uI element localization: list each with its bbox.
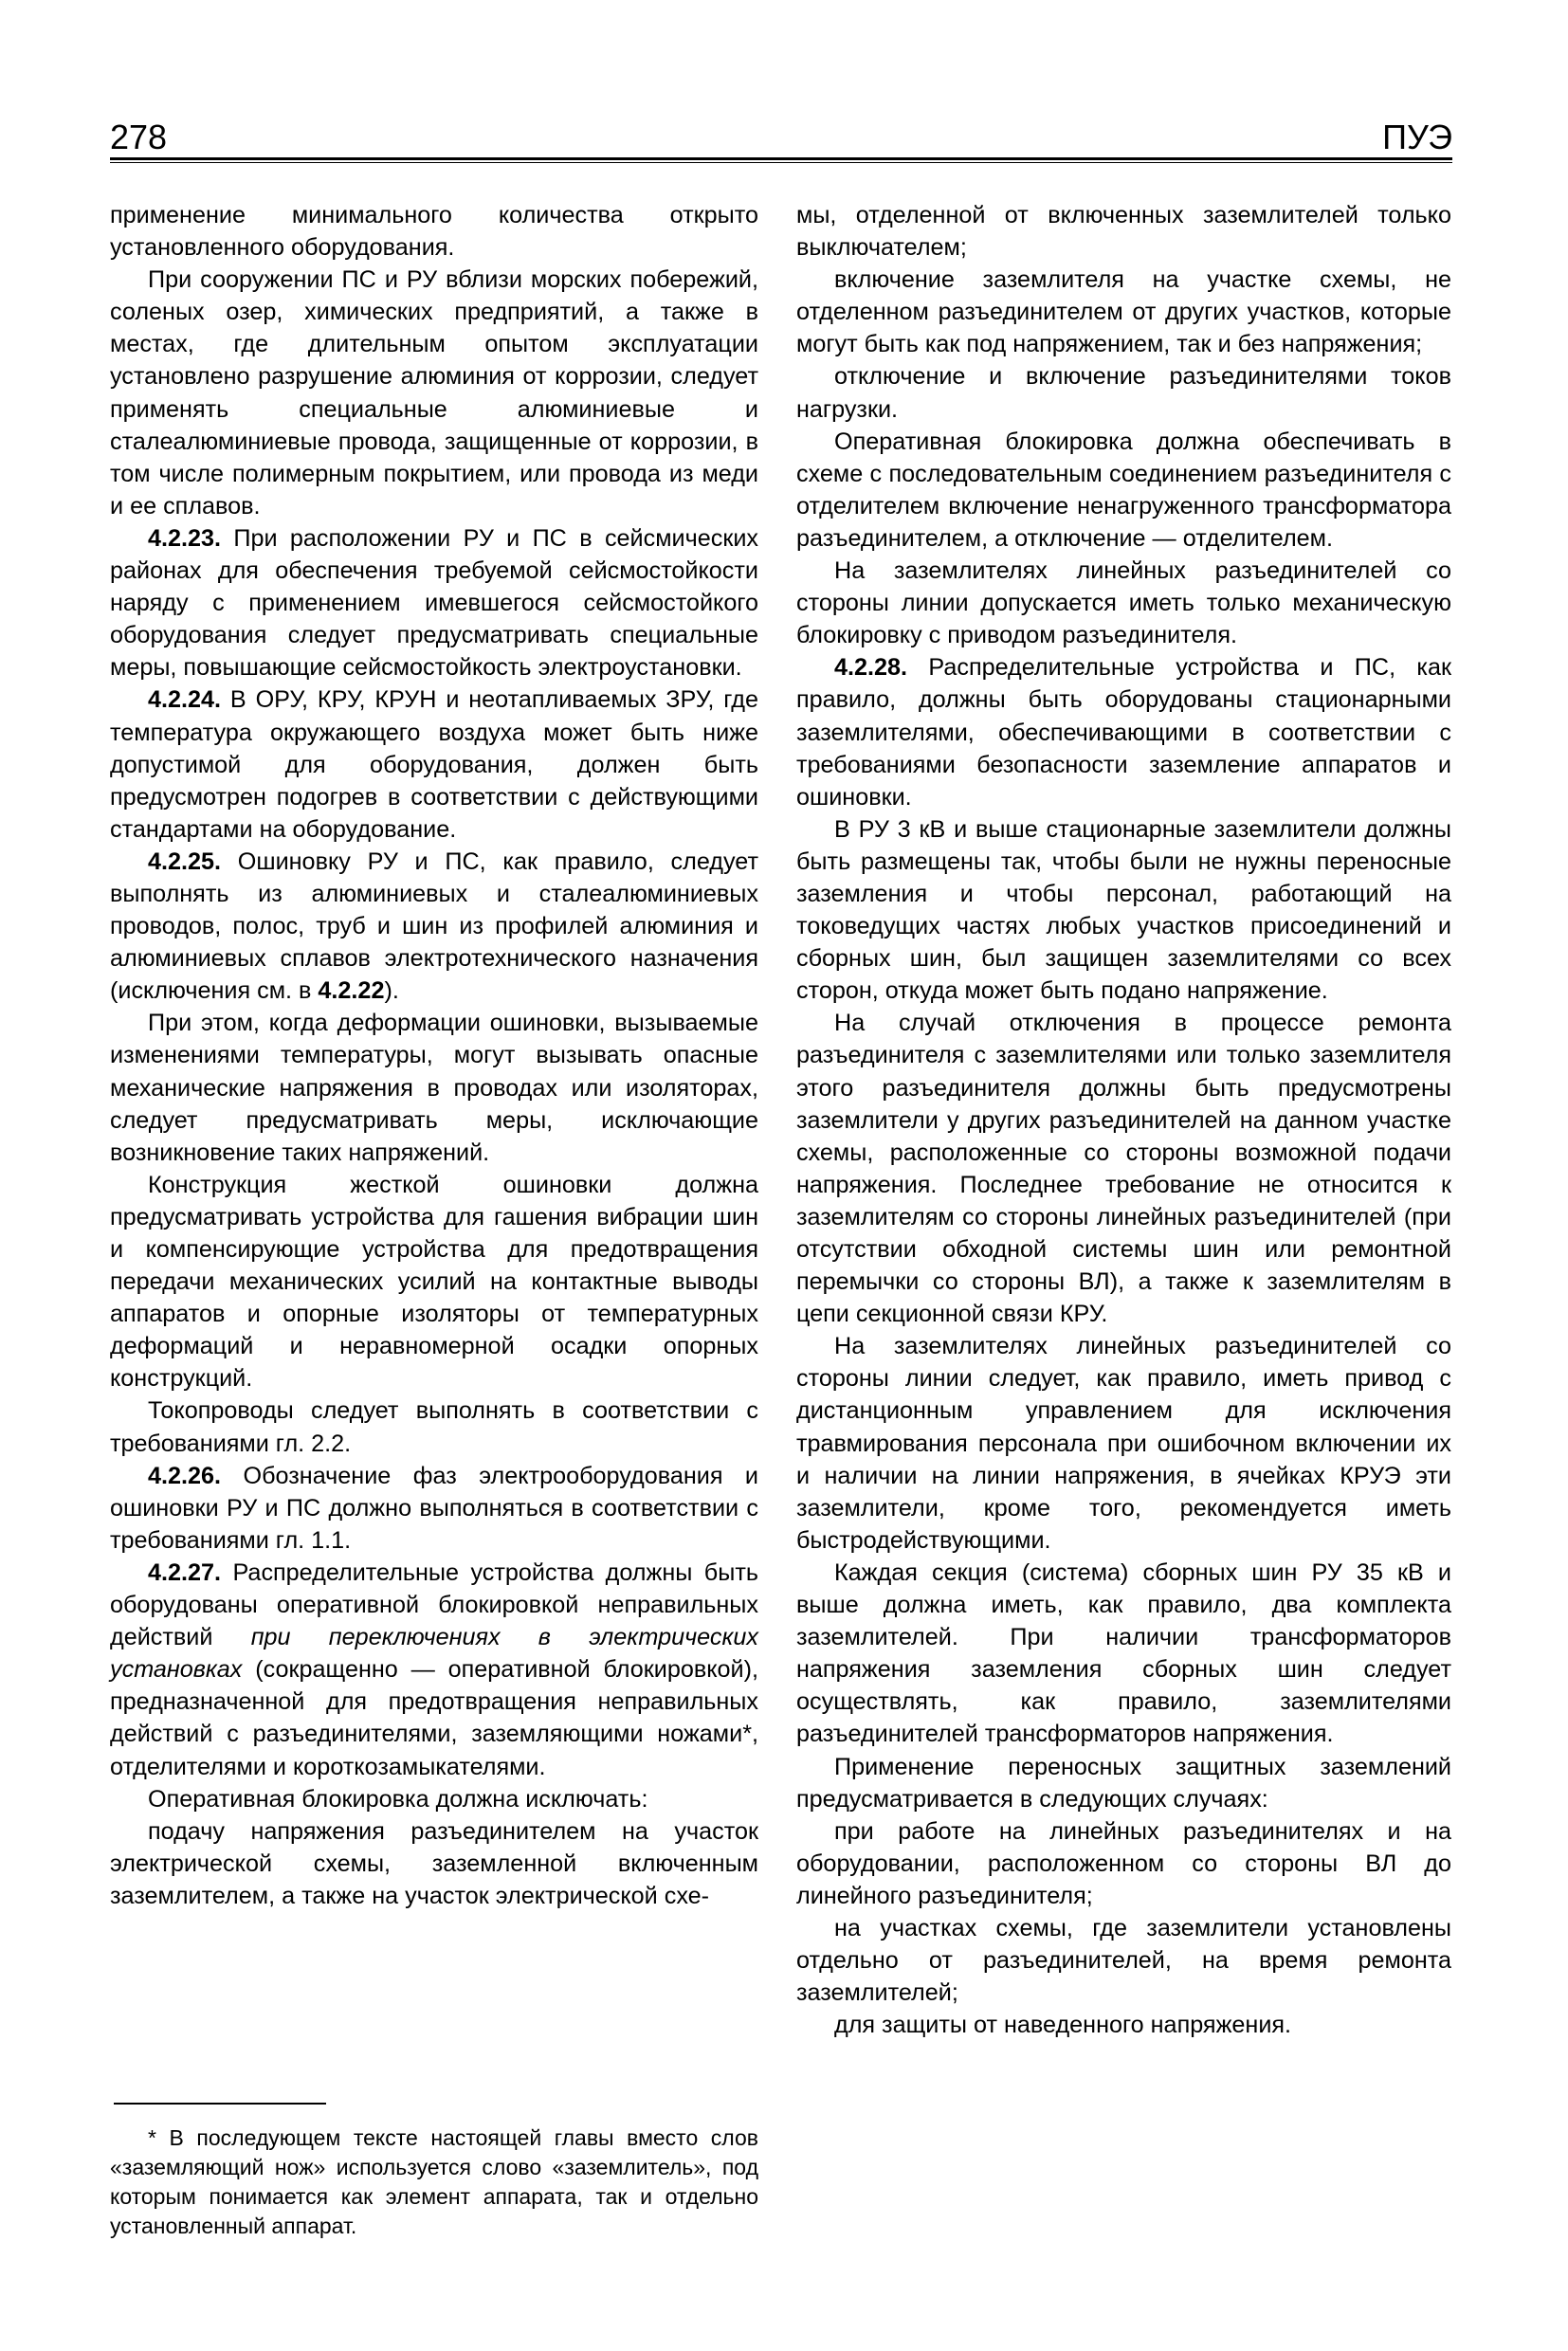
paragraph-4-2-25 — [110, 846, 758, 1007]
paragraph: В РУ 3 кВ и выше стационарные заземлители должны быть размещены так, чтобы были не нужны переносные заземления и чтобы персонал, работающий на токоведущих частях любых участков присоединений и сборных шин, был защищен заземлителями со всех сторон, откуда может быть подано напряжение. — [796, 815, 1451, 1005]
header-rule — [110, 157, 1452, 160]
footnote-text: * В последующем тексте настоящей главы вместо слов «заземляющий нож» используется слово «заземлитель», под которым понимается как элемент аппарата, так и отдельно установленный аппарат. — [110, 2125, 758, 2238]
clause-text: Распределительные устройства должны быть оборудованы оперативной блокировкой неправильных действий — [110, 1558, 758, 1651]
clause-text: При расположении РУ и ПС в сейсмических районах для обеспечения требуемой сейсмостойкости наряду с применением имевшегося сейсмостойкого оборудования следует предусматривать специальные меры, повышающие сейсмостойкость электроустановки. — [110, 524, 758, 682]
clause-number: 4.2.25. — [148, 847, 222, 875]
paragraph: подачу напряжения разъединителем на участок электрической схемы, заземленной включенным заземлителем, а также на участок электрической схе- — [110, 1817, 758, 1909]
paragraph: Конструкция жесткой ошиновки должна предусматривать устройства для гашения вибрации шин и компенсирующие устройства для предотвращения передачи механических усилий на контактные выводы аппаратов и опорные изоляторы от температурных деформаций и неравномерной осадки опорных конструкций. — [110, 1171, 758, 1393]
clause-text: В ОРУ, КРУ, КРУН и неотапливаемых ЗРУ, где температура окружающего воздуха может быть ниже допустимой для оборудования, должен быть предусмотрен подогрев в соответствии с действующими стандартами на оборудование. — [110, 686, 759, 843]
paragraph: Каждая секция (система) сборных шин РУ 35 кВ и выше должна иметь, как правило, два комплекта заземлителей. При наличии трансформаторов напряжения заземления сборных шин следует осуществлять, как правило, заземлителями разъединителей трансформаторов напряжения. — [796, 1558, 1451, 1748]
paragraph: применение минимального количества открыто установленного оборудования. — [110, 202, 758, 262]
clause-number: 4.2.28. — [834, 654, 908, 682]
paragraph: При сооружении ПС и РУ вблизи морских побережий, соленых озер, химических предприятий, а также в местах, где длительным опытом эксплуатации установлено разрушение алюминия от коррозии, следует применять специальные алюминиевые и сталеалюминиевые провода, защищенные от коррозии, в том числе полимерным покрытием, или провода из меди и ее сплавов. — [110, 266, 758, 519]
page-header — [110, 112, 1452, 163]
clause-text: (сокращенно — оперативной блокировкой), предназначенной для предотвращения неправильных действий с разъединителями, заземляющими ножами*, отделителями и короткозамыкателями. — [110, 1656, 758, 1780]
paragraph: при работе на линейных разъединителях и на оборудовании, расположенном со стороны ВЛ до линейного разъединителя; — [796, 1817, 1451, 1909]
paragraph: На заземлителях линейных разъединителей со стороны линии следует, как правило, иметь привод с дистанционным управлением для исключения травмирования персонала при ошибочном включении их и наличии на линии напряжения, в ячейках КРУЭ эти заземлители, кроме того, рекомендуется иметь быстродействующими. — [796, 1333, 1451, 1554]
clause-reference: 4.2.22 — [318, 977, 385, 1005]
paragraph: Применение переносных защитных заземлений предусматривается в следующих случаях: — [796, 1753, 1451, 1813]
paragraph: При этом, когда деформации ошиновки, вызываемые изменениями температуры, могут вызывать опасные механические напряжения в проводах или изоляторах, следует предусматривать меры, исключающие возникновение таких напряжений. — [110, 1010, 758, 1166]
paragraph: Токопроводы следует выполнять в соответствии с требованиями гл. 2.2. — [110, 1397, 758, 1457]
paragraph-4-2-28 — [796, 651, 1451, 812]
paragraph-4-2-27 — [110, 1557, 758, 1783]
paragraph: Оперативная блокировка должна исключать: — [148, 1785, 648, 1813]
paragraph-4-2-26 — [110, 1460, 758, 1557]
paragraph: для защиты от наведенного напряжения. — [834, 2012, 1292, 2039]
footnote-rule — [114, 2103, 326, 2105]
footnote — [110, 2123, 758, 2241]
clause-number: 4.2.23. — [148, 524, 222, 552]
paragraph: на участках схемы, где заземлители установлены отдельно от разъединителей, на время ремонта заземлителей; — [796, 1914, 1451, 2007]
paragraph: Оперативная блокировка должна обеспечивать в схеме с последовательным соединением разъединителя с отделителем включение ненагруженного трансформатора разъединителем, а отключение — отделителем. — [796, 428, 1451, 552]
clause-number: 4.2.24. — [148, 686, 222, 714]
paragraph: включение заземлителя на участке схемы, не отделенном разъединителем от других участков, которые могут быть как под напряжением, так и без напряжения; — [796, 266, 1451, 358]
running-title: ПУЭ — [1382, 118, 1452, 156]
paragraph: мы, отделенной от включенных заземлителей только выключателем; — [796, 202, 1451, 262]
right-column — [796, 199, 1451, 2041]
paragraph: отключение и включение разъединителями токов нагрузки. — [796, 363, 1451, 423]
paragraph: На случай отключения в процессе ремонта разъединителя с заземлителями или только заземлителя этого разъединителя должны быть предусмотрены заземлители у других разъединителей на данном участке схемы, расположенные со стороны возможной подачи напряжения. Последнее требование не относится к заземлителям со стороны линейных разъединителей (при отсутствии обходной системы шин или ремонтной перемычки со стороны ВЛ), а также к заземлителям в цепи секционной связи КРУ. — [796, 1010, 1451, 1328]
clause-text: Обозначение фаз электрооборудования и ошиновки РУ и ПС должно выполняться в соответствии с требованиями гл. 1.1. — [110, 1462, 759, 1554]
paragraph-4-2-24 — [110, 683, 758, 845]
left-column — [110, 199, 758, 1912]
clause-text-end: ). — [384, 977, 399, 1005]
clause-text-italic: при переключениях в электрических установках — [110, 1624, 758, 1684]
page-number: 278 — [110, 118, 168, 156]
clause-text: Ошиновку РУ и ПС, как правило, следует выполнять из алюминиевых и сталеалюминиевых проводов, полос, труб и шин из профилей алюминия и алюминиевых сплавов электротехнического назначения (исключения см. в — [110, 847, 759, 1005]
clause-number: 4.2.26. — [148, 1462, 222, 1489]
clause-number: 4.2.27. — [148, 1558, 222, 1586]
paragraph-4-2-23 — [110, 522, 758, 683]
clause-text: Распределительные устройства и ПС, как правило, должны быть оборудованы стационарными заземлителями, обеспечивающими в соответствии с требованиями безопасности заземление аппаратов и ошиновки. — [796, 654, 1451, 811]
paragraph: На заземлителях линейных разъединителей со стороны линии допускается иметь только механическую блокировку с приводом разъединителя. — [796, 557, 1451, 649]
header-rule-thin — [110, 162, 1452, 163]
